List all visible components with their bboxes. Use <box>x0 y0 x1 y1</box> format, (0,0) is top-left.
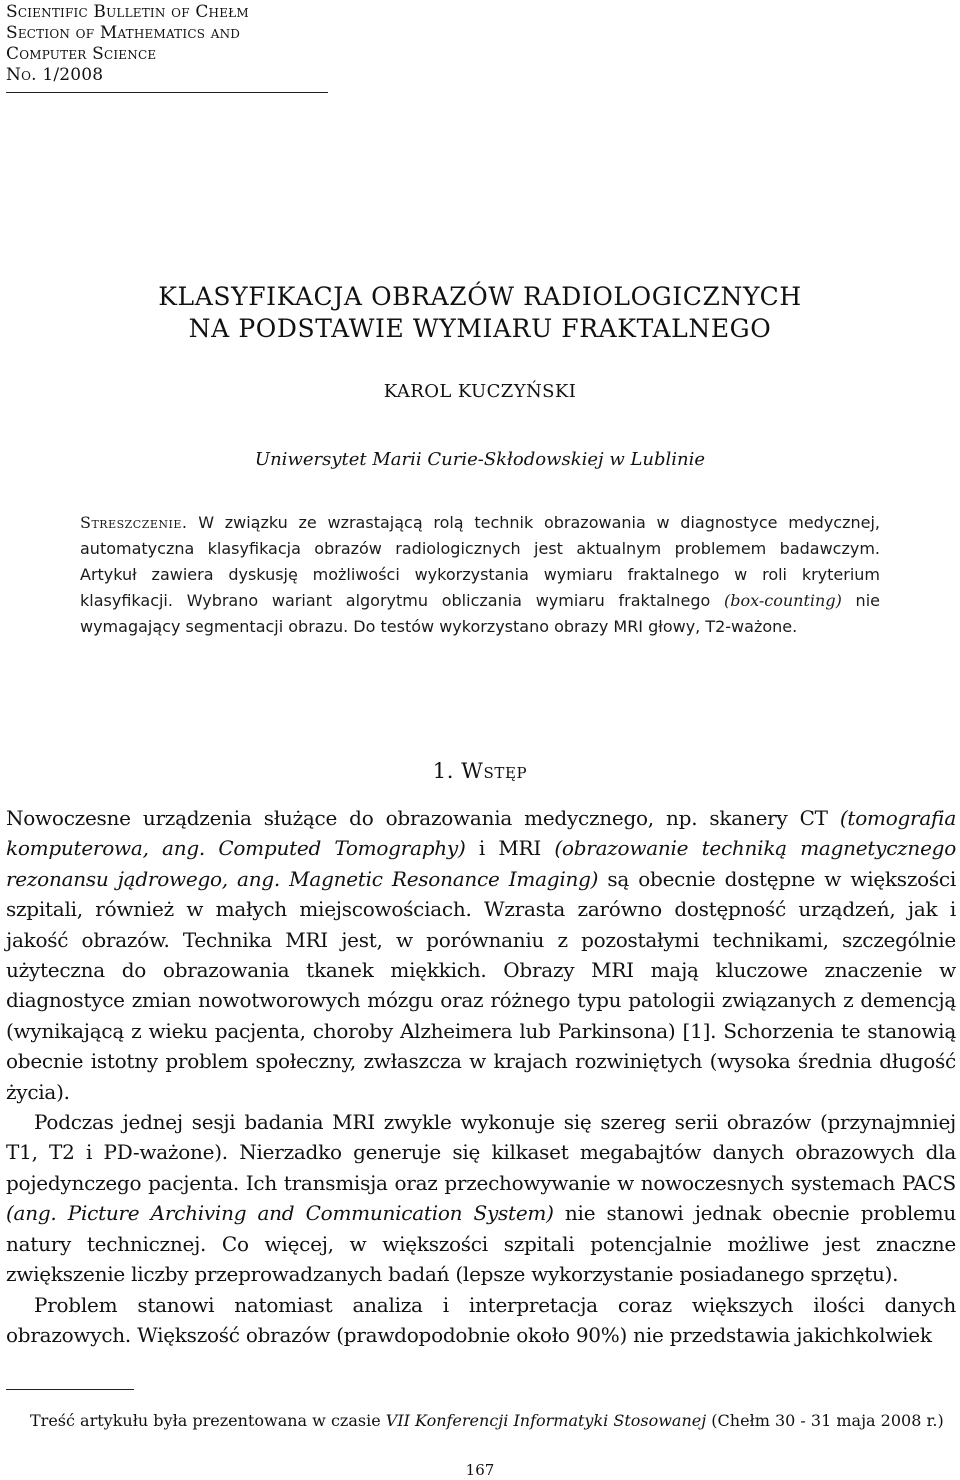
section-title: Wstęp <box>461 759 528 783</box>
title-line-1: KLASYFIKACJA OBRAZÓW RADIOLOGICZNYCH <box>158 282 802 311</box>
author-name: KAROL KUCZYŃSKI <box>383 381 577 402</box>
journal-name: Scientific Bulletin of Chełm <box>6 2 249 22</box>
abstract-text-end: nie wymagający segmentacji obrazu. Do testów wykorzystano obrazy MRI głowy, T2-ważone. <box>80 591 880 636</box>
p1-text: Nowoczesne urządzenia służące do obrazowania medycznego, np. skanery CT <box>6 806 828 830</box>
section-heading <box>0 759 960 783</box>
abstract-text: W związku ze wzrastającą rolą technik obrazowania w diagnostyce medycznej, automatyczna klasyfikacja obrazów radiologicznych jest aktualnym problemem badawczym. Artykuł zawiera dyskusję możliwości wykorzystania wymiaru fraktalnego w roli kryterium klasyfikacji. Wybrano wariant algorytmu obliczania wymiaru fraktalnego <box>80 513 881 610</box>
section-number: 1. <box>432 759 455 783</box>
author-affiliation: Uniwersytet Marii Curie-Skłodowskiej w Lublinie <box>254 449 706 470</box>
p2-text: Podczas jednej sesji badania MRI zwykle wykonuje się szereg serii obrazów (przynajmniej T1, T2 i PD-ważone). Nierzadko generuje się kilkaset megabajtów danych obrazowych dla pojedynczego pacjenta. Ich transmisja oraz przechowywanie w nowoczesnych systemach PACS <box>6 1110 956 1195</box>
abstract-label: Streszczenie. <box>80 513 188 532</box>
p2-italic-pacs: (ang. Picture Archiving and Communication System) <box>6 1201 554 1226</box>
footnote <box>6 1408 956 1433</box>
abstract <box>80 510 880 640</box>
p1-text-rest: są obecnie dostępne w większości szpitali, również w małych miejscowościach. Wzrasta zarówno dostępność urządzeń, jak i jakość obrazów. Technika MRI jest, w porównaniu z pozostałymi technikami, szczególnie użyteczna do obrazowania tkanek miękkich. Obrazy MRI mają kluczowe znaczenie w diagnostyce zmian nowotworowych mózgu oraz różnego typu patologii związanych z demencją (wynikającą z wieku pacjenta, choroby Alzheimera lub Parkinsona) [1]. Schorzenia te stanowią obecnie istotny problem społeczny, zwłaszcza w krajach rozwiniętych (wysoka średnia długość życia). <box>6 866 957 1104</box>
footnote-conference: VII Konferencji Informatyki Stosowanej <box>385 1411 707 1430</box>
abstract-italic-term: (box-counting) <box>724 591 842 610</box>
journal-header <box>6 2 249 86</box>
title-line-2: NA PODSTAWIE WYMIARU FRAKTALNEGO <box>188 314 772 343</box>
footnote-date: (Chełm 30 - 31 maja 2008 r.) <box>711 1411 944 1430</box>
paragraph-3: Problem stanowi natomiast analiza i interpretacja coraz większych ilości danych obrazowych. Większość obrazów (prawdopodobnie około 90%) nie przedstawia jakichkolwiek <box>6 1292 956 1347</box>
page-number: 167 <box>465 1461 495 1479</box>
p1-text-mri: i MRI <box>478 836 542 861</box>
p1-italic-mri: (obrazowanie techniką magnetycznego rezonansu jądrowego, ang. Magnetic Resonance Imaging) <box>6 836 956 891</box>
journal-section-cont: Computer Science <box>6 44 157 64</box>
journal-section: Section of Mathematics and <box>6 23 241 43</box>
paragraph-1 <box>6 803 956 1107</box>
footnote-rule <box>6 1389 134 1390</box>
journal-issue: No. 1/2008 <box>6 65 104 85</box>
paper-title <box>0 281 960 345</box>
p2-text-rest: nie stanowi jednak obecnie problemu natury technicznej. Co więcej, w większości szpitali potencjalnie możliwe jest znaczne zwiększenie liczby przeprowadzanych badań (lepsze wykorzystanie posiadanego sprzętu). <box>6 1201 956 1287</box>
p1-italic-ct: (tomografia komputerowa, ang. Computed Tomography) <box>6 806 957 861</box>
body-text <box>6 803 956 1350</box>
footnote-text: Treść artykułu była prezentowana w czasie <box>30 1411 381 1430</box>
paragraph-2 <box>6 1107 956 1289</box>
header-rule <box>6 92 328 93</box>
